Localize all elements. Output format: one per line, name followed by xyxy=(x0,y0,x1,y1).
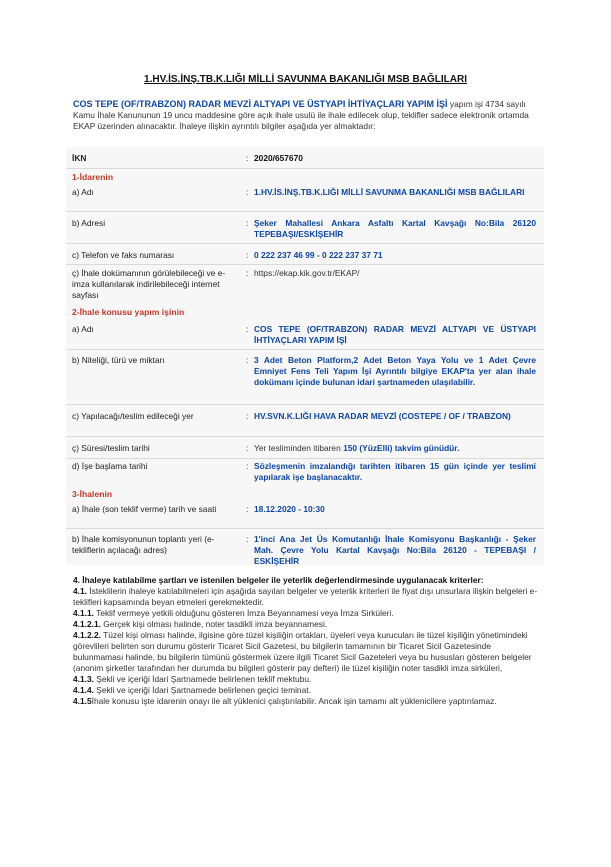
divider xyxy=(66,404,544,405)
colon: : xyxy=(246,268,249,278)
criteria-item xyxy=(73,630,538,674)
criteria-item-text: Teklif vermeye yetkili olduğunu gösteren İmza Beyannamesi veya İmza Sirküleri. xyxy=(93,608,394,618)
admin-web-value[interactable]: https://ekap.kik.gov.tr/EKAP/ xyxy=(254,268,360,278)
work-nature-label: b) Niteliği, türü ve miktarı xyxy=(72,355,165,365)
colon: : xyxy=(246,153,249,163)
criteria-item-number: 4.1.1. xyxy=(73,608,94,618)
work-duration-value xyxy=(254,443,536,454)
criteria-heading: 4. İhaleye katılabilme şartları ve istenilen belgeler ile yeterlik değerlendirmesinde uygulanacak kriterler: xyxy=(73,575,484,585)
colon: : xyxy=(246,218,249,228)
admin-web-label: ç) İhale dokümanının görülebileceği ve e-imza kullanılarak indirilebileceği internet sayfası xyxy=(72,268,226,300)
colon: : xyxy=(246,534,249,544)
work-start-value: Sözleşmenin imzalandığı tarihten itibaren 15 gün içinde yer teslimi yapılarak işe başlanacaktır. xyxy=(254,461,536,482)
duration-bold: 150 (YüzElli) takvim günüdür. xyxy=(343,443,460,453)
admin-phone-label: c) Telefon ve faks numarası xyxy=(72,250,175,260)
project-name: COS TEPE (OF/TRABZON) RADAR MEVZİ ALTYAPI VE ÜSTYAPI İHTİYAÇLARI YAPIM İŞİ xyxy=(73,99,448,109)
criteria-item xyxy=(73,696,538,707)
criteria-item-text: Şekli ve içeriği İdari Şartnamede belirlenen geçici teminat. xyxy=(93,685,311,695)
colon: : xyxy=(246,187,249,197)
divider xyxy=(66,243,544,244)
colon: : xyxy=(246,355,249,365)
criteria-item-text: Şekli ve içeriği İdari Şartnamede belirlenen teklif mektubu. xyxy=(93,674,312,684)
tender-date-label: a) İhale (son teklif verme) tarih ve saati xyxy=(72,504,217,514)
divider xyxy=(66,458,544,459)
tender-place-label: b) İhale komisyonunun toplantı yeri (e-tekliflerin açılacağı adres) xyxy=(72,534,215,555)
duration-prefix: Yer tesliminden itibaren xyxy=(254,443,344,453)
work-duration-label: ç) Süresi/teslim tarihi xyxy=(72,443,150,453)
section-1-title: 1-İdarenin xyxy=(72,172,114,182)
divider xyxy=(66,168,544,169)
colon: : xyxy=(246,504,249,514)
work-start-label: d) İşe başlama tarihi xyxy=(72,461,148,471)
criteria-item-number: 4.1.4. xyxy=(73,685,94,695)
tender-info-table xyxy=(66,147,544,565)
work-name-value: COS TEPE (OF/TRABZON) RADAR MEVZİ ALTYAPI VE ÜSTYAPI İHTİYAÇLARI YAPIM İŞİ xyxy=(254,324,536,345)
section-3-title: 3-İhalenin xyxy=(72,489,113,499)
colon: : xyxy=(246,461,249,471)
page-title: 1.HV.İS.İNŞ.TB.K.LIĞI MİLLİ SAVUNMA BAKANLIĞI MSB BAĞLILARI xyxy=(144,74,467,85)
divider xyxy=(66,264,544,265)
admin-address-label: b) Adresi xyxy=(72,218,106,228)
criteria-item-text: Tüzel kişi olması halinde, ilgisine göre tüzel kişiliğin ortakları, üyeleri veya kurucuları ile tüzel kişiliğin yönetimindeki görevlileri belirten son durumu gösterir Ticaret Sicil Gazetesi, bu bilgilerin tamamının bir Ticaret Sicil Gazetesinde bulunmaması halinde, bu bilgilerin tümünü göstermek üzere ilgili Ticaret Sicil Gazeteleri veya bu hususları gösteren belgeler (anonim şirketler tarafından her durumda bu bilgileri gösterir pay defteri) ile tüzel kişiliğin noter tasdikli imza sirküleri, xyxy=(73,630,532,673)
tender-date-value: 18.12.2020 - 10:30 xyxy=(254,504,325,514)
criteria-section xyxy=(73,575,538,707)
section-2-title: 2-İhale konusu yapım işinin xyxy=(72,307,185,317)
criteria-item-text: İhale konusu işte idarenin onayı ile alt yüklenici çalıştırılabilir. Ancak işin tamamı alt yüklenicilere yaptırılamaz. xyxy=(91,696,497,706)
admin-name-label: a) Adı xyxy=(72,187,94,197)
work-place-value: HV.SVN.K.LIĞI HAVA RADAR MEVZİ (COSTEPE / OF / TRABZON) xyxy=(254,411,511,421)
intro-paragraph xyxy=(73,99,538,132)
criteria-item xyxy=(73,608,538,619)
criteria-item xyxy=(73,674,538,685)
criteria-item-text: İsteklilerin ihaleye katılabilmeleri için aşağıda sayılan belgeler ve yeterlik kriterleri ile fiyat dışı unsurlara ilişkin belgeleri e-teklifleri kapsamında beyan etmeleri gerekmektedir. xyxy=(73,586,538,607)
criteria-item xyxy=(73,619,538,630)
admin-phone-value: 0 222 237 46 99 - 0 222 237 37 71 xyxy=(254,250,383,260)
admin-name-value: 1.HV.İS.İNŞ.TB.K.LIĞI MİLLİ SAVUNMA BAKANLIĞI MSB BAĞLILARI xyxy=(254,187,525,197)
intro-text: yapım işi 4734 sayılı Kamu İhale Kanununun 19 uncu maddesine göre açık ihale usulü ile ihale edilecek olup, teklifler sadece elektronik ortamda EKAP üzerinden alınacaktır. İhaleye ilişkin ayrıntılı bilgiler aşağıda yer almaktadır: xyxy=(73,99,529,131)
colon: : xyxy=(246,324,249,334)
work-nature-value: 3 Adet Beton Platform,2 Adet Beton Yaya Yolu ve 1 Adet Çevre Emniyet Fens Teli Yapım İşi Ayrıntılı bilgiye EKAP'ta yer alan ihale dokümanı içinde bulunan idari şartnameden ulaşılabilir. xyxy=(254,355,536,387)
criteria-item-text: Gerçek kişi olması halinde, noter tasdikli imza beyannamesi. xyxy=(100,619,328,629)
divider xyxy=(66,436,544,437)
criteria-item-number: 4.1.3. xyxy=(73,674,94,684)
criteria-item-number: 4.1.2.2. xyxy=(73,630,101,640)
colon: : xyxy=(246,411,249,421)
criteria-item-number: 4.1.5 xyxy=(73,696,92,706)
criteria-item-number: 4.1. xyxy=(73,586,87,596)
admin-address-value: Şeker Mahallesi Ankara Asfaltı Kartal Kavşağı No:Bila 26120 TEPEBAŞI/ESKİŞEHİR xyxy=(254,218,536,239)
work-place-label: c) Yapılacağı/teslim edileceği yer xyxy=(72,411,194,421)
colon: : xyxy=(246,250,249,260)
colon: : xyxy=(246,443,249,453)
criteria-item xyxy=(73,685,538,696)
tender-place-value: 1'inci Ana Jet Üs Komutanlığı İhale Komisyonu Başkanlığı - Şeker Mah. Çevre Yolu Kartal Kavşağı No:Bila 26120 - TEPEBAŞI / ESKİŞEHİR xyxy=(254,534,536,566)
divider xyxy=(66,211,544,212)
ikn-label: İKN xyxy=(72,153,87,163)
ikn-value: 2020/657670 xyxy=(254,153,303,163)
criteria-item xyxy=(73,586,538,608)
divider xyxy=(66,528,544,529)
work-name-label: a) Adı xyxy=(72,324,94,334)
criteria-item-number: 4.1.2.1. xyxy=(73,619,101,629)
divider xyxy=(66,349,544,350)
